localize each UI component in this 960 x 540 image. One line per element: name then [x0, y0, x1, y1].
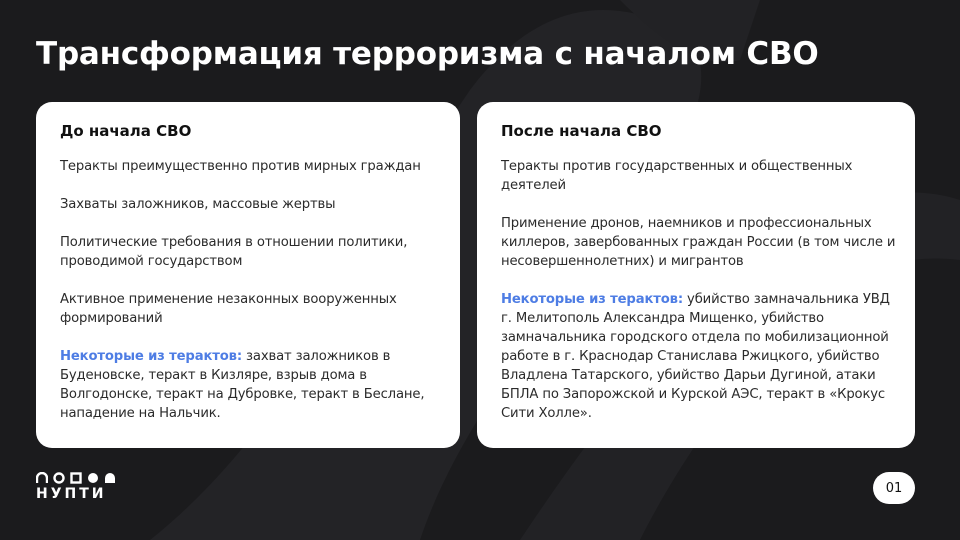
list-item: Применение дронов, наемников и профессиональных киллеров, завербованных граждан России (в том числе и несовершеннолетних) и мигрантов: [501, 216, 896, 269]
examples-paragraph: [501, 290, 897, 423]
list-item: Теракты преимущественно против мирных граждан: [60, 159, 421, 174]
logo-shapes-icon: [36, 472, 116, 484]
list-item: Захваты заложников, массовые жертвы: [60, 197, 336, 212]
logo: [36, 472, 116, 502]
list-item: Активное применение незаконных вооруженных формирований: [60, 292, 397, 326]
list-item: Теракты против государственных и общественных деятелей: [501, 159, 853, 193]
list-item: Политические требования в отношении политики, проводимой государством: [60, 235, 408, 269]
after-svo-card: [477, 102, 915, 448]
logo-text: НУПТИ: [36, 486, 107, 502]
page-number: 01: [873, 472, 915, 504]
examples-text: убийство замначальника УВД г. Мелитополь Александра Мищенко, убийство замначальника городского отдела по мобилизационной работе в г. Краснодар Станислава Ржицкого, убийство Владлена Татарского, убийство Дарьи Дугиной, атаки БПЛА по Запорожской и Курской АЭС, теракт в «Крокус Сити Холле».: [501, 292, 890, 421]
examples-paragraph: [60, 347, 438, 423]
card-heading: После начала СВО: [501, 122, 662, 140]
examples-label: Некоторые из терактов:: [60, 349, 242, 364]
examples-text: захват заложников в Буденовске, теракт в Кизляре, взрыв дома в Волгодонске, теракт на Дубровке, теракт в Беслане, нападение на Нальчик.: [60, 349, 425, 421]
before-svo-card: [36, 102, 460, 448]
page-title: Трансформация терроризма с началом СВО: [36, 36, 819, 72]
examples-label: Некоторые из терактов:: [501, 292, 683, 307]
card-heading: До начала СВО: [60, 122, 192, 140]
